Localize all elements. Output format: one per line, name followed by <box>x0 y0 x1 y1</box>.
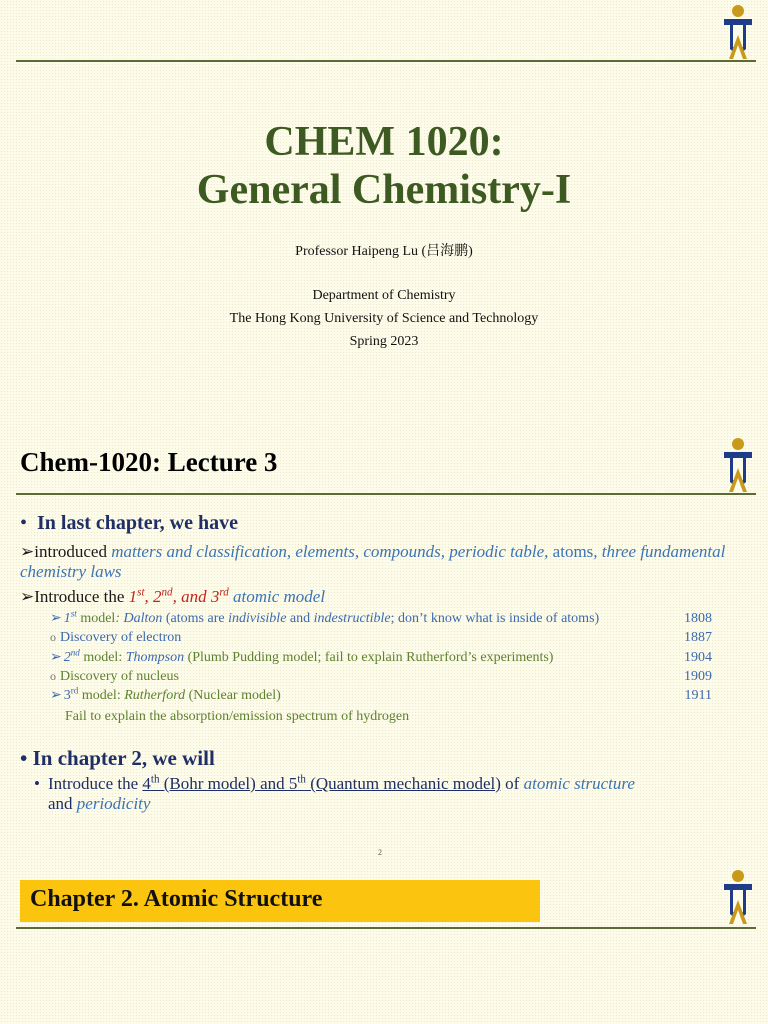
page-number: 2 <box>378 848 382 857</box>
year: 1904 <box>684 650 712 665</box>
bullet-chapter-2: • In chapter 2, we will <box>20 746 215 770</box>
course-code: CHEM 1020: <box>264 119 504 165</box>
arrow-icon: ➢ <box>50 611 62 626</box>
fail-note: Fail to explain the absorption/emission spectrum of hydrogen <box>65 709 410 724</box>
circle-bullet-icon: o <box>50 669 56 683</box>
timeline-item-thompson: ➢ 2nd model: Thompson (Plumb Pudding model; fail to explain Rutherford’s experiments) 1904 <box>50 647 712 665</box>
bullet-dot-icon: • <box>20 746 33 770</box>
timeline-item-dalton: ➢ 1st model: Dalton (atoms are indivisible and indestructible; don’t know what is inside of atoms) 1808 <box>50 608 712 626</box>
arrow-icon: ➢ <box>20 542 35 561</box>
year: 1887 <box>684 630 712 645</box>
slide1-top-rule <box>16 60 756 62</box>
arrow-icon: ➢ <box>50 688 62 703</box>
hkust-logo-icon <box>720 436 756 494</box>
arrow-icon: ➢ <box>50 650 62 665</box>
professor-name: Professor Haipeng Lu (吕海鹏) <box>295 244 473 259</box>
timeline-item-rutherford: ➢ 3rd model: Rutherford (Nuclear model) 1911 <box>50 685 712 703</box>
timeline-item-nucleus: o Discovery of nucleus 1909 <box>50 669 712 684</box>
year: 1808 <box>684 611 712 626</box>
chapter2-plan: • Introduce the 4th (Bohr model) and 5th (Quantum mechanic model) of atomic structure and periodicity <box>34 773 635 813</box>
chapter-banner <box>20 880 540 922</box>
university: The Hong Kong University of Science and Technology <box>229 311 539 326</box>
slide3-top-rule <box>16 927 756 929</box>
lecture-title: Chem-1020: Lecture 3 <box>20 447 278 477</box>
timeline-item-electron: o Discovery of electron 1887 <box>50 630 712 645</box>
introduce-models-line: ➢Introduce the 1st, 2nd, and 3rd atomic model <box>20 586 326 606</box>
department: Department of Chemistry <box>312 288 456 303</box>
year: 1911 <box>684 688 712 703</box>
course-title <box>0 118 768 214</box>
bullet-last-chapter: • In last chapter, we have <box>20 512 238 534</box>
arrow-icon: ➢ <box>20 587 35 606</box>
chapter-title: Chapter 2. Atomic Structure <box>30 886 323 912</box>
circle-bullet-icon: o <box>50 630 56 644</box>
hkust-logo-icon <box>720 868 756 926</box>
intro-line: ➢introduced matters and classification, elements, compounds, periodic table, atoms, three fundamental chemistry laws <box>20 542 726 581</box>
slide2-top-rule <box>16 493 756 495</box>
year: 1909 <box>684 669 712 684</box>
course-name: General Chemistry-I <box>196 167 572 213</box>
term: Spring 2023 <box>349 334 419 349</box>
hkust-logo-icon <box>720 3 756 61</box>
bullet-dot-icon: • <box>34 774 40 793</box>
bullet-dot-icon: • <box>20 512 28 534</box>
